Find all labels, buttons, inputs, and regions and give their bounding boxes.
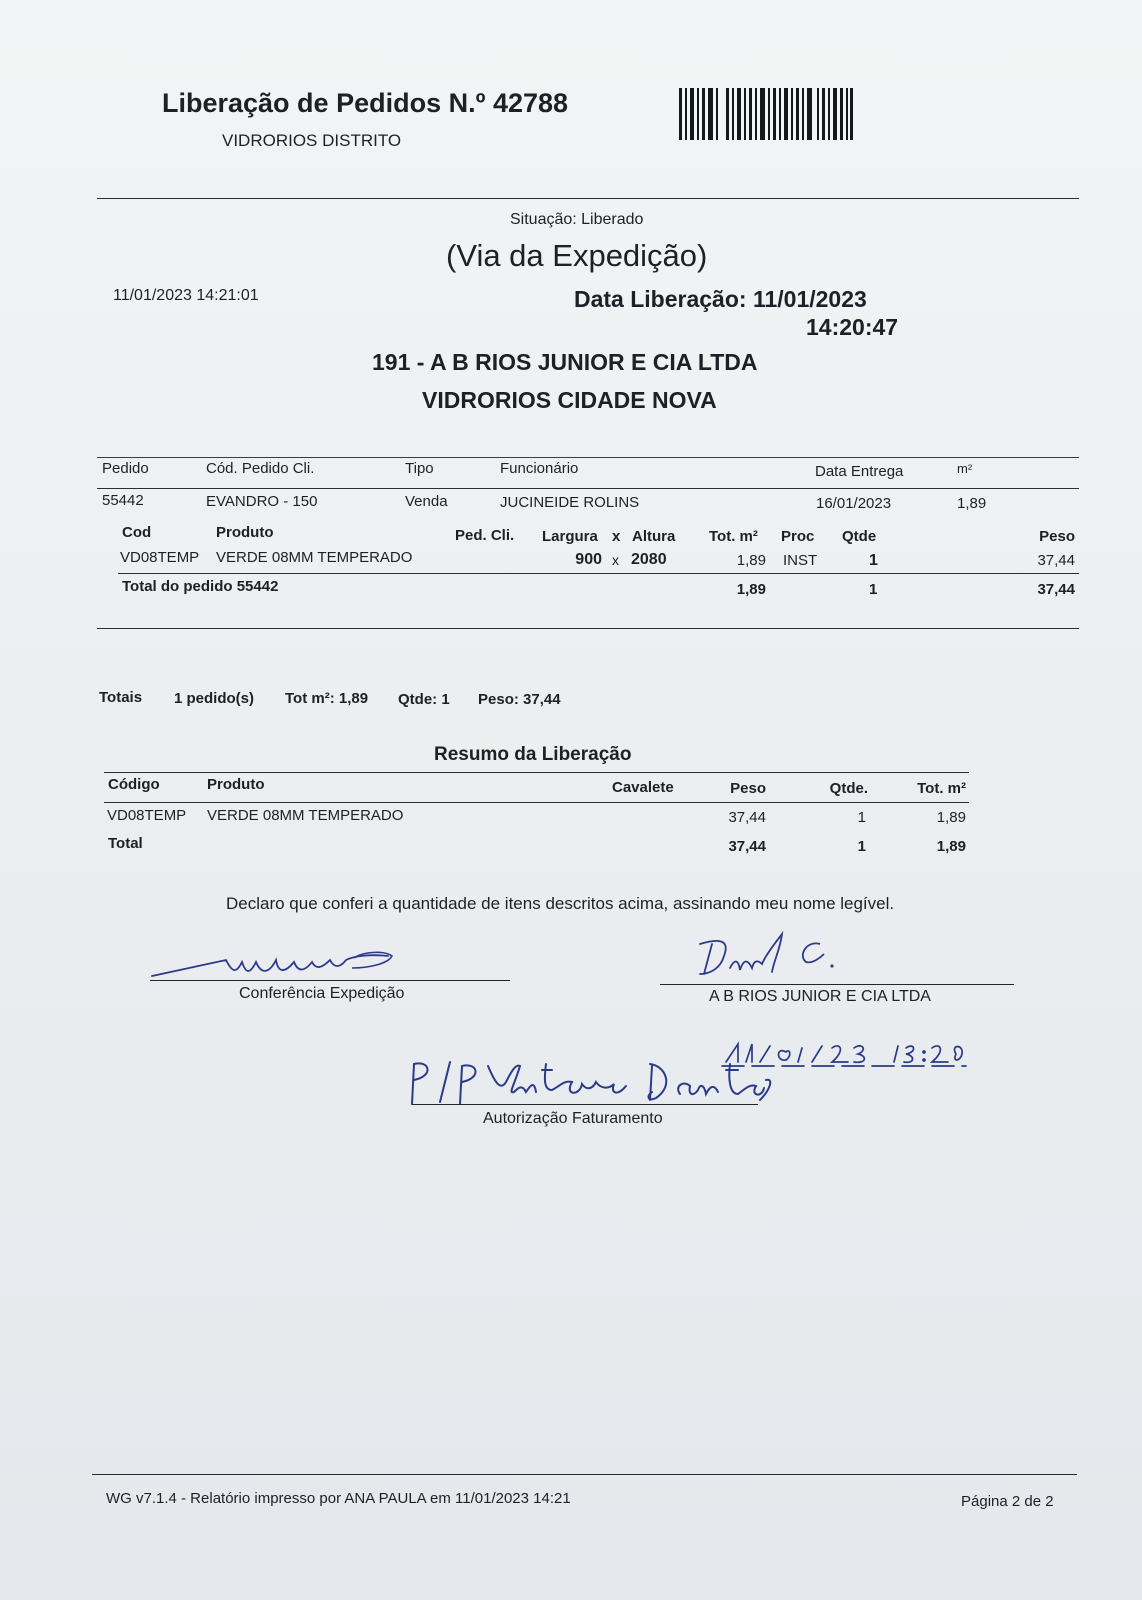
item-header-qtde: Qtde bbox=[842, 528, 877, 545]
item-qtde: 1 bbox=[869, 552, 878, 569]
order-header-pedido: Pedido bbox=[102, 460, 149, 477]
declaration-text: Declaro que conferi a quantidade de itens descritos acima, assinando meu nome legível. bbox=[226, 894, 895, 913]
order-header-m2: m² bbox=[957, 461, 973, 476]
summary-header-peso: Peso bbox=[730, 780, 766, 797]
summary-total-peso: 37,44 bbox=[728, 838, 766, 855]
totals-tot-m2: Tot m²: 1,89 bbox=[285, 690, 369, 707]
item-header-largura: Largura bbox=[542, 528, 598, 545]
document-title: Liberação de Pedidos N.º 42788 bbox=[162, 88, 569, 118]
release-date: Data Liberação: 11/01/2023 bbox=[574, 286, 867, 312]
document-subtitle: VIDRORIOS DISTRITO bbox=[222, 131, 402, 150]
order-tipo: Venda bbox=[405, 493, 448, 510]
order-total-qtde: 1 bbox=[869, 581, 878, 598]
order-total-peso: 37,44 bbox=[1037, 581, 1075, 598]
summary-title: Resumo da Liberação bbox=[434, 744, 632, 765]
order-header-cod-cli: Cód. Pedido Cli. bbox=[206, 460, 315, 477]
order-data-entrega: 16/01/2023 bbox=[816, 495, 892, 512]
order-cod-cli: EVANDRO - 150 bbox=[206, 493, 318, 510]
summary-header-cavalete: Cavalete bbox=[612, 779, 674, 796]
conferencia-label: Conferência Expedição bbox=[239, 985, 405, 1002]
totals-label: Totais bbox=[99, 689, 143, 706]
order-header-rule bbox=[97, 488, 1079, 489]
totals-qtde: Qtde: 1 bbox=[398, 691, 450, 708]
summary-header-produto: Produto bbox=[207, 776, 265, 793]
order-total-label: Total do pedido 55442 bbox=[122, 578, 279, 595]
client-label: A B RIOS JUNIOR E CIA LTDA bbox=[709, 988, 931, 1005]
summary-codigo: VD08TEMP bbox=[107, 807, 187, 824]
conferencia-signature-line bbox=[150, 980, 510, 981]
client-store: VIDRORIOS CIDADE NOVA bbox=[422, 387, 717, 413]
summary-qtde: 1 bbox=[857, 809, 866, 826]
summary-header-rule bbox=[104, 802, 969, 803]
item-header-produto: Produto bbox=[216, 524, 274, 541]
item-header-tot-m2: Tot. m² bbox=[709, 528, 758, 545]
item-header-ped-cli: Ped. Cli. bbox=[455, 527, 515, 544]
footer-page-number: Página 2 de 2 bbox=[961, 1493, 1054, 1510]
client-signature-line bbox=[660, 984, 1014, 985]
header-divider bbox=[97, 198, 1079, 199]
item-header-altura: Altura bbox=[632, 528, 676, 545]
order-table-top-rule bbox=[97, 457, 1079, 458]
item-tot-m2: 1,89 bbox=[736, 552, 766, 569]
client-signature bbox=[690, 930, 850, 980]
via-label: (Via da Expedição) bbox=[446, 238, 708, 273]
item-header-cod: Cod bbox=[122, 524, 152, 541]
faturamento-label: Autorização Faturamento bbox=[483, 1110, 663, 1127]
order-pedido: 55442 bbox=[102, 492, 144, 509]
summary-total-qtde: 1 bbox=[857, 838, 866, 855]
item-header-x: x bbox=[612, 528, 621, 545]
faturamento-signature-line bbox=[412, 1104, 758, 1105]
item-cod: VD08TEMP bbox=[120, 549, 200, 566]
summary-header-tot-m2: Tot. m² bbox=[917, 780, 966, 797]
item-produto: VERDE 08MM TEMPERADO bbox=[216, 549, 413, 566]
item-header-peso: Peso bbox=[1039, 528, 1075, 545]
summary-total-tot-m2: 1,89 bbox=[936, 838, 966, 855]
footer-report-info: WG v7.1.4 - Relatório impresso por ANA PAULA em 11/01/2023 14:21 bbox=[106, 1490, 571, 1507]
order-table-bottom-rule bbox=[97, 628, 1079, 629]
barcode-icon bbox=[679, 88, 854, 140]
item-x: x bbox=[612, 552, 619, 568]
summary-total-label: Total bbox=[108, 835, 143, 852]
summary-header-qtde: Qtde. bbox=[829, 780, 868, 797]
order-header-funcionario: Funcionário bbox=[500, 460, 579, 477]
status-label: Situação: Liberado bbox=[510, 211, 644, 228]
conferencia-signature bbox=[148, 946, 408, 980]
summary-header-codigo: Código bbox=[108, 776, 160, 793]
order-header-tipo: Tipo bbox=[405, 460, 434, 477]
item-altura: 2080 bbox=[631, 551, 667, 568]
order-m2: 1,89 bbox=[957, 495, 987, 512]
totals-peso: Peso: 37,44 bbox=[478, 691, 561, 708]
item-header-proc: Proc bbox=[781, 528, 815, 545]
order-total-tot-m2: 1,89 bbox=[736, 581, 766, 598]
summary-produto: VERDE 08MM TEMPERADO bbox=[207, 807, 404, 824]
summary-peso: 37,44 bbox=[728, 809, 766, 826]
summary-tot-m2: 1,89 bbox=[936, 809, 966, 826]
item-largura: 900 bbox=[575, 551, 602, 568]
item-proc: INST bbox=[783, 552, 818, 569]
order-funcionario: JUCINEIDE ROLINS bbox=[500, 494, 640, 511]
client-name: 191 - A B RIOS JUNIOR E CIA LTDA bbox=[372, 349, 758, 375]
item-peso: 37,44 bbox=[1037, 552, 1075, 569]
summary-top-rule bbox=[104, 772, 969, 773]
footer-rule bbox=[92, 1474, 1077, 1475]
order-header-data-entrega: Data Entrega bbox=[815, 463, 904, 480]
order-total-rule bbox=[118, 573, 1079, 574]
release-time: 14:20:47 bbox=[806, 314, 899, 340]
print-datetime: 11/01/2023 14:21:01 bbox=[113, 287, 259, 304]
totals-pedidos: 1 pedido(s) bbox=[174, 690, 255, 707]
